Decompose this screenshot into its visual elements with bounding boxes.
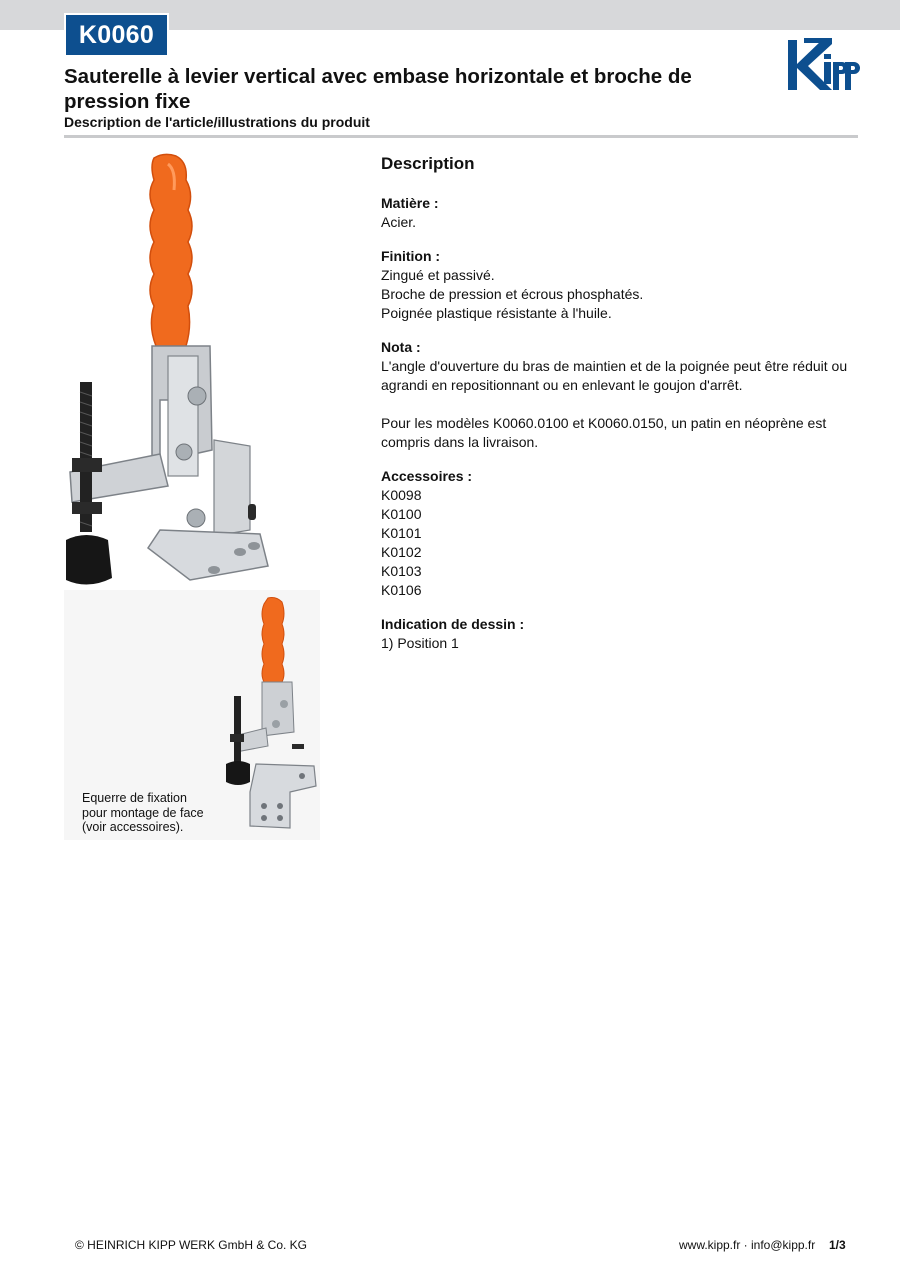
article-code-badge	[64, 13, 169, 57]
accessory-item: K0100	[381, 506, 422, 522]
accessory-item: K0101	[381, 525, 422, 541]
material-block	[381, 194, 861, 232]
bracket-caption: Equerre de fixation pour montage de face (voir accessoires).	[82, 791, 204, 834]
accessory-item: K0106	[381, 582, 422, 598]
accessory-item: K0102	[381, 544, 422, 560]
accessory-item: K0098	[381, 487, 422, 503]
finish-label: Finition :	[381, 248, 441, 264]
finish-line: Broche de pression et écrous phosphatés.	[381, 286, 644, 302]
finish-line: Zingué et passivé.	[381, 267, 495, 283]
product-image-clamp	[64, 150, 324, 590]
product-image-bracket	[216, 596, 320, 832]
accessories-block	[381, 467, 861, 600]
page-title: Sauterelle à levier vertical avec embase horizontale et broche de pression fixe	[64, 65, 692, 113]
drawing-label: Indication de dessin :	[381, 616, 525, 632]
footer-copyright: © HEINRICH KIPP WERK GmbH & Co. KG	[75, 1238, 307, 1252]
description-heading: Description	[381, 154, 475, 173]
material-value: Acier.	[381, 214, 417, 230]
note-text: L'angle d'ouverture du bras de maintien et de la poignée peut être réduit ou agrandi en repositionnant ou en enlevant le goujon d'arrêt.	[381, 358, 848, 393]
header-divider	[64, 135, 858, 138]
page-subtitle: Description de l'article/illustrations du produit	[64, 114, 370, 130]
note-label: Nota :	[381, 339, 421, 355]
finish-line: Poignée plastique résistante à l'huile.	[381, 305, 612, 321]
drawing-value: 1) Position 1	[381, 635, 459, 651]
finish-block	[381, 247, 861, 323]
article-code: K0060	[66, 15, 167, 55]
description-section	[381, 153, 861, 668]
footer-contact: www.kipp.fr · info@kipp.fr	[679, 1238, 816, 1252]
accessory-item: K0103	[381, 563, 422, 579]
note-text: Pour les modèles K0060.0100 et K0060.0150, un patin en néoprène est compris dans la livraison.	[381, 415, 827, 450]
accessories-label: Accessoires :	[381, 468, 473, 484]
page-number: 1/3	[829, 1238, 846, 1252]
kipp-logo	[784, 38, 860, 94]
material-label: Matière :	[381, 195, 439, 211]
note-block	[381, 338, 861, 452]
drawing-block	[381, 615, 861, 653]
